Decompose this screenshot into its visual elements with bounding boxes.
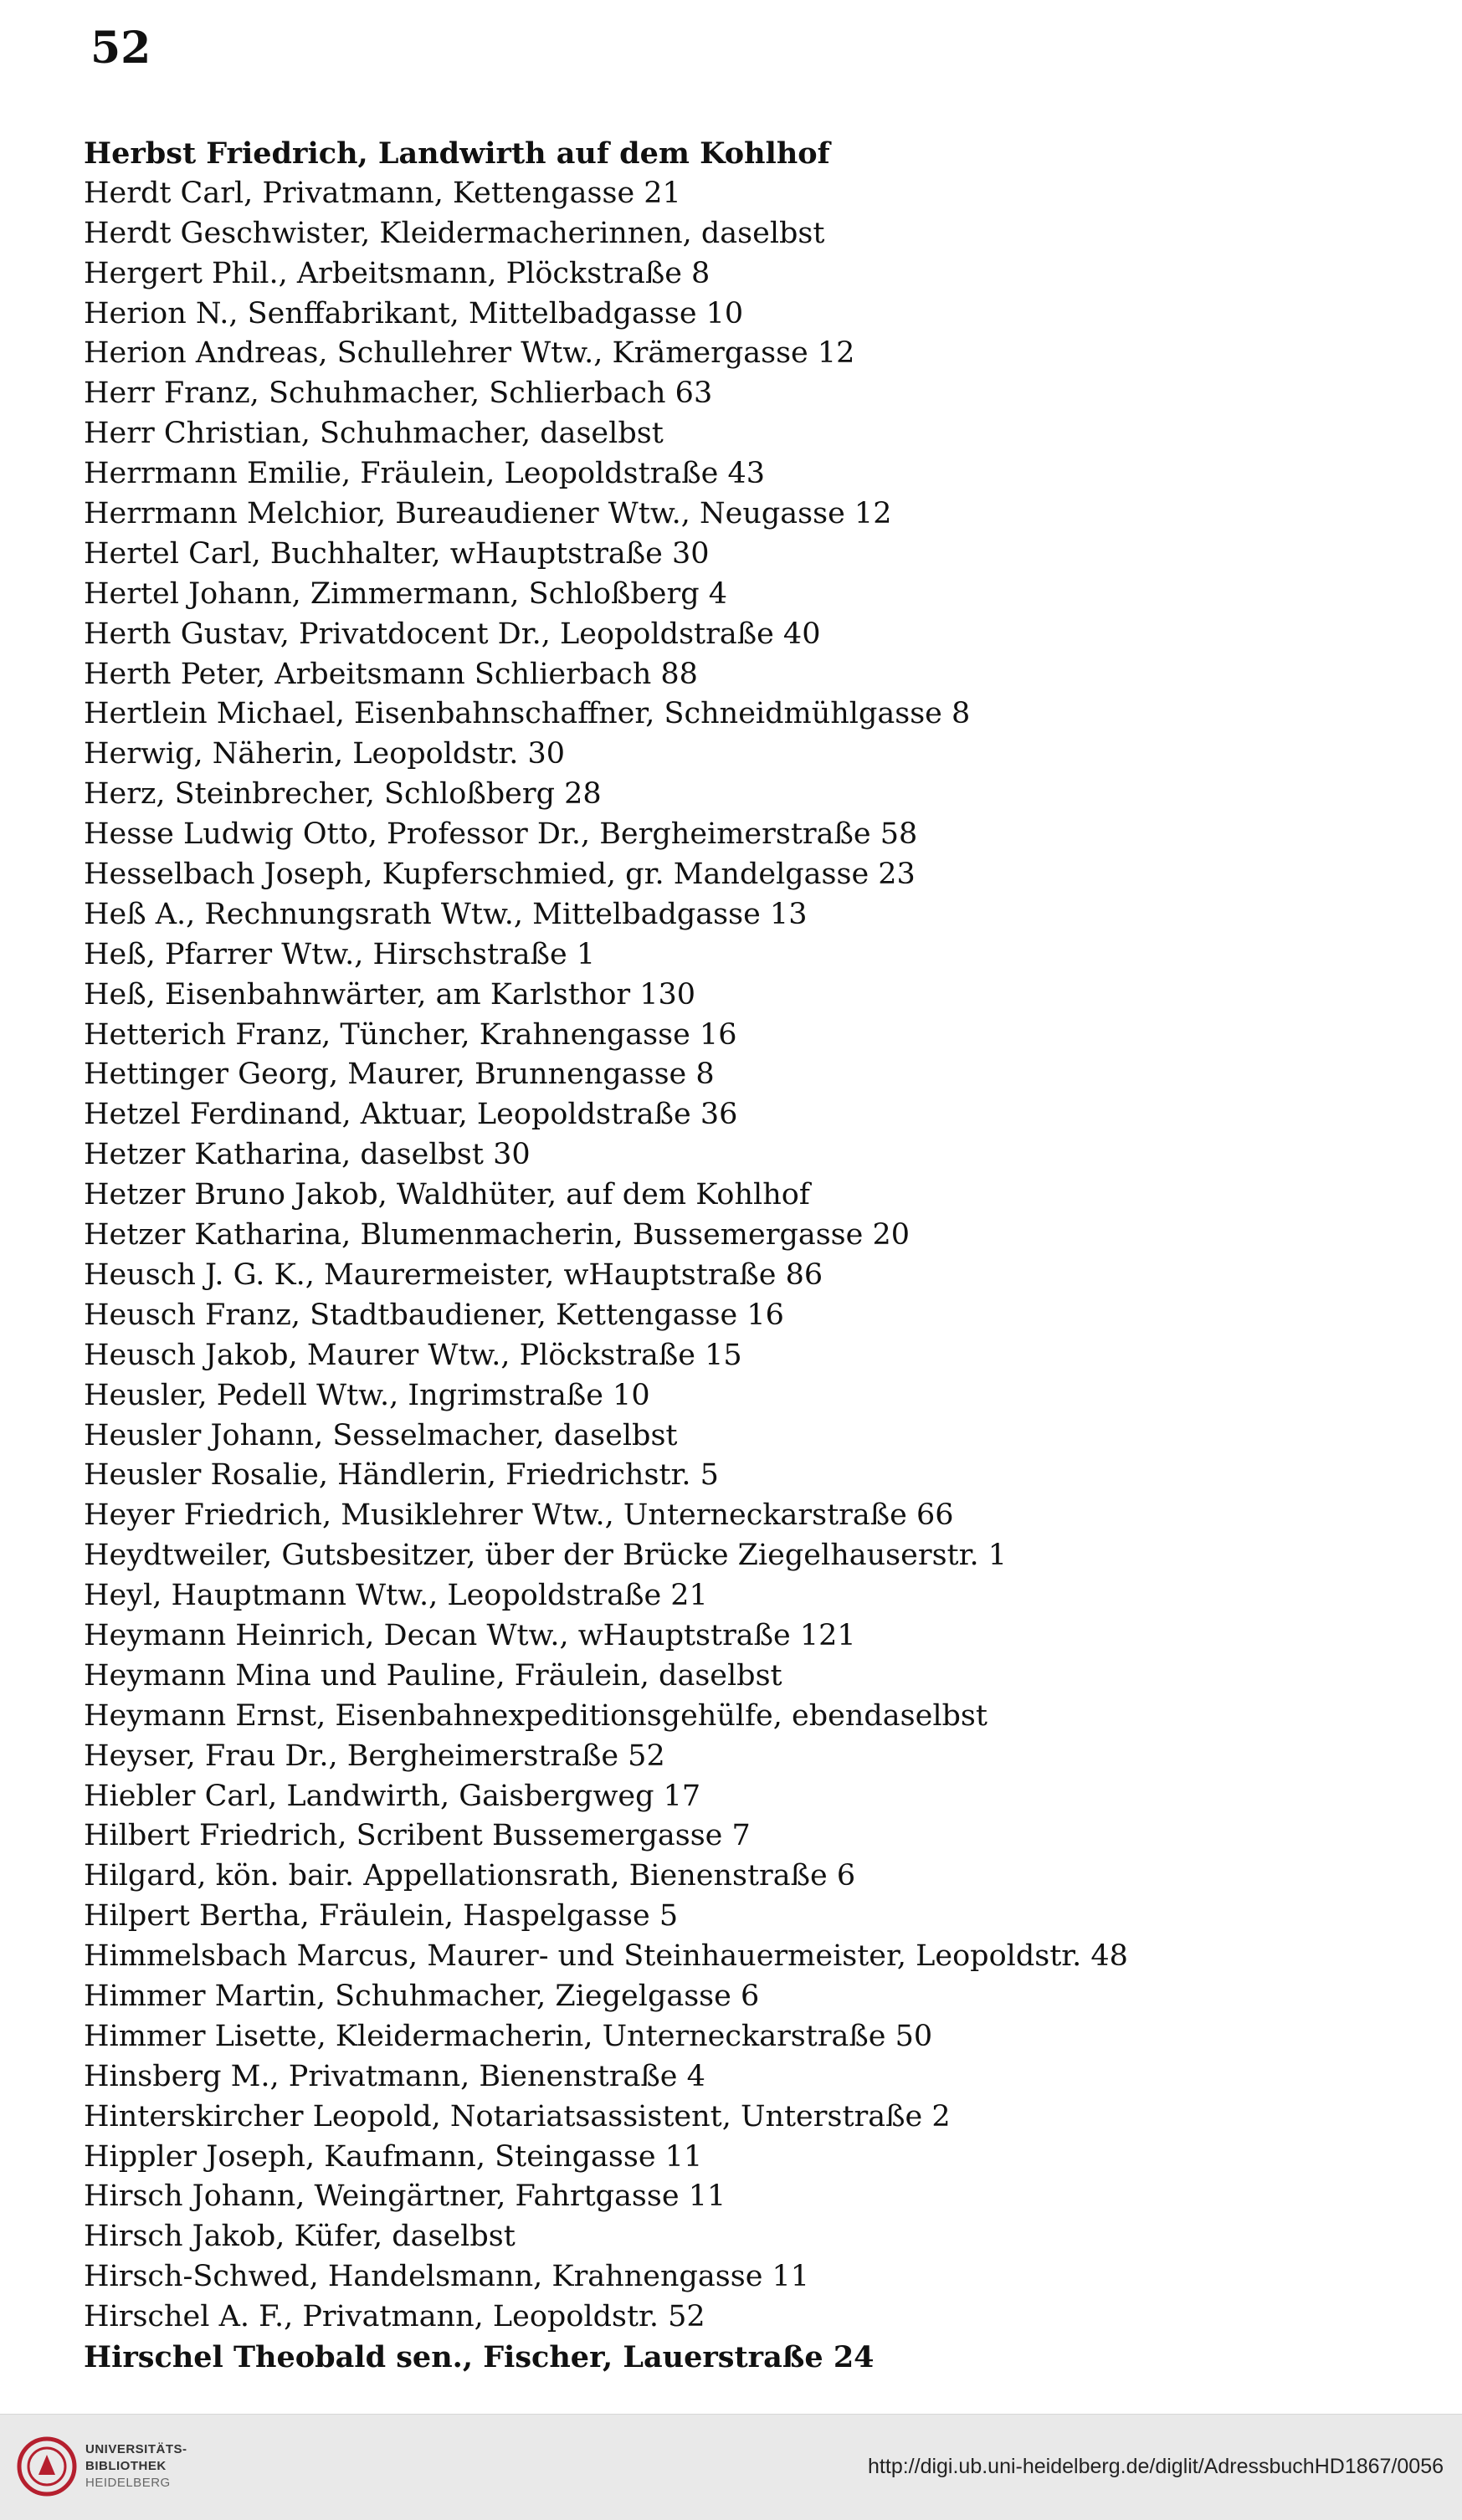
- directory-entry: Herth Gustav, Privatdocent Dr., Leopoldstraße 40: [84, 617, 821, 651]
- directory-entry: Heyer Friedrich, Musiklehrer Wtw., Unterneckarstraße 66: [84, 1498, 954, 1533]
- directory-entry: Hetterich Franz, Tüncher, Krahnengasse 16: [84, 1017, 737, 1052]
- directory-entry: Herth Peter, Arbeitsmann Schlierbach 88: [84, 657, 698, 691]
- directory-entry: Hergert Phil., Arbeitsmann, Plöckstraße 8: [84, 256, 710, 290]
- directory-entry: Herwig, Näherin, Leopoldstr. 30: [84, 737, 566, 771]
- directory-entry: Hirschel Theobald sen., Fischer, Lauerstraße 24: [84, 2339, 875, 2374]
- directory-entry: Heyl, Hauptmann Wtw., Leopoldstraße 21: [84, 1579, 708, 1613]
- directory-entry: Hesselbach Joseph, Kupferschmied, gr. Mandelgasse 23: [84, 858, 916, 892]
- directory-entry: Himmer Lisette, Kleidermacherin, Unterneckarstraße 50: [84, 2019, 933, 2053]
- directory-entry: Hilgard, kön. bair. Appellationsrath, Bienenstraße 6: [84, 1859, 856, 1893]
- directory-entry: Hilpert Bertha, Fräulein, Haspelgasse 5: [84, 1899, 679, 1934]
- directory-entry: Hertel Johann, Zimmermann, Schloßberg 4: [84, 576, 728, 611]
- library-name-line: BIBLIOTHEK: [85, 2459, 167, 2473]
- directory-entry: Heyser, Frau Dr., Bergheimerstraße 52: [84, 1739, 665, 1773]
- directory-entry: Heusler Rosalie, Händlerin, Friedrichstr. 5: [84, 1458, 719, 1493]
- directory-entry: Hinsberg M., Privatmann, Bienenstraße 4: [84, 2059, 705, 2093]
- directory-entry: Hesse Ludwig Otto, Professor Dr., Bergheimerstraße 58: [84, 817, 918, 852]
- directory-entry-list: [84, 134, 1389, 2378]
- library-name-line: UNIVERSITÄTS-: [85, 2442, 187, 2456]
- directory-entry: Heusch Franz, Stadtbaudiener, Kettengasse 16: [84, 1298, 784, 1332]
- directory-entry: Hippler Joseph, Kaufmann, Steingasse 11: [84, 2139, 703, 2174]
- directory-entry: Hirschel A. F., Privatmann, Leopoldstr. 52: [84, 2300, 705, 2334]
- directory-entry: Herr Christian, Schuhmacher, daselbst: [84, 417, 664, 451]
- directory-entry: Hirsch Jakob, Küfer, daselbst: [84, 2220, 516, 2254]
- directory-entry: Herz, Steinbrecher, Schloßberg 28: [84, 777, 602, 812]
- directory-entry: Heusler Johann, Sesselmacher, daselbst: [84, 1418, 678, 1452]
- directory-entry: Herrmann Emilie, Fräulein, Leopoldstraße 43: [84, 457, 766, 491]
- directory-entry: Hetzer Bruno Jakob, Waldhüter, auf dem Kohlhof: [84, 1178, 810, 1212]
- directory-entry: Heymann Mina und Pauline, Fräulein, daselbst: [84, 1658, 782, 1693]
- directory-entry: Heusch Jakob, Maurer Wtw., Plöckstraße 15: [84, 1338, 742, 1372]
- directory-entry: Himmelsbach Marcus, Maurer- und Steinhauermeister, Leopoldstr. 48: [84, 1939, 1128, 1974]
- directory-entry: Hirsch Johann, Weingärtner, Fahrtgasse 11: [84, 2179, 726, 2214]
- source-url-link[interactable]: http://digi.ub.uni-heidelberg.de/diglit/AdressbuchHD1867/0056: [868, 2455, 1444, 2478]
- directory-entry: Heß, Eisenbahnwärter, am Karlsthor 130: [84, 977, 696, 1012]
- directory-entry: Heymann Heinrich, Decan Wtw., wHauptstraße 121: [84, 1618, 856, 1652]
- directory-entry: Hiebler Carl, Landwirth, Gaisbergweg 17: [84, 1779, 701, 1813]
- directory-entry: Herbst Friedrich, Landwirth auf dem Kohlhof: [84, 136, 830, 171]
- directory-entry: Hettinger Georg, Maurer, Brunnengasse 8: [84, 1058, 715, 1092]
- directory-entry: Hirsch-Schwed, Handelsmann, Krahnengasse 11: [84, 2260, 810, 2294]
- directory-entry: Heß A., Rechnungsrath Wtw., Mittelbadgasse 13: [84, 897, 808, 931]
- footer-band: [0, 2414, 1462, 2520]
- directory-entry: Hertlein Michael, Eisenbahnschaffner, Schneidmühlgasse 8: [84, 697, 971, 731]
- directory-entry: Herdt Carl, Privatmann, Kettengasse 21: [84, 176, 681, 210]
- directory-entry: Herion Andreas, Schullehrer Wtw., Krämergasse 12: [84, 336, 855, 371]
- directory-entry: Herion N., Senffabrikant, Mittelbadgasse 10: [84, 296, 744, 330]
- directory-entry: Herr Franz, Schuhmacher, Schlierbach 63: [84, 376, 713, 411]
- university-seal-icon: [17, 2436, 77, 2497]
- directory-entry: Heymann Ernst, Eisenbahnexpeditionsgehülfe, ebendaselbst: [84, 1698, 987, 1733]
- directory-entry: Hetzer Katharina, Blumenmacherin, Bussemergasse 20: [84, 1218, 911, 1252]
- page-number: 52: [90, 23, 151, 74]
- directory-entry: Heusler, Pedell Wtw., Ingrimstraße 10: [84, 1378, 650, 1412]
- library-city: HEIDELBERG: [85, 2476, 171, 2490]
- directory-entry: Himmer Martin, Schuhmacher, Ziegelgasse 6: [84, 1979, 760, 2013]
- directory-entry: Hinterskircher Leopold, Notariatsassistent, Unterstraße 2: [84, 2099, 951, 2133]
- directory-entry: Hetzel Ferdinand, Aktuar, Leopoldstraße 36: [84, 1098, 738, 1132]
- directory-entry: Hertel Carl, Buchhalter, wHauptstraße 30: [84, 536, 710, 571]
- directory-entry: Hilbert Friedrich, Scribent Bussemergasse 7: [84, 1819, 751, 1853]
- directory-entry: Hetzer Katharina, daselbst 30: [84, 1138, 531, 1172]
- directory-entry: Heß, Pfarrer Wtw., Hirschstraße 1: [84, 937, 596, 971]
- library-name: [85, 2441, 187, 2492]
- directory-entry: Heydtweiler, Gutsbesitzer, über der Brücke Ziegelhauserstr. 1: [84, 1539, 1007, 1573]
- directory-entry: Heusch J. G. K., Maurermeister, wHauptstraße 86: [84, 1257, 823, 1292]
- directory-entry: Herdt Geschwister, Kleidermacherinnen, daselbst: [84, 216, 825, 250]
- directory-entry: Herrmann Melchior, Bureaudiener Wtw., Neugasse 12: [84, 497, 892, 531]
